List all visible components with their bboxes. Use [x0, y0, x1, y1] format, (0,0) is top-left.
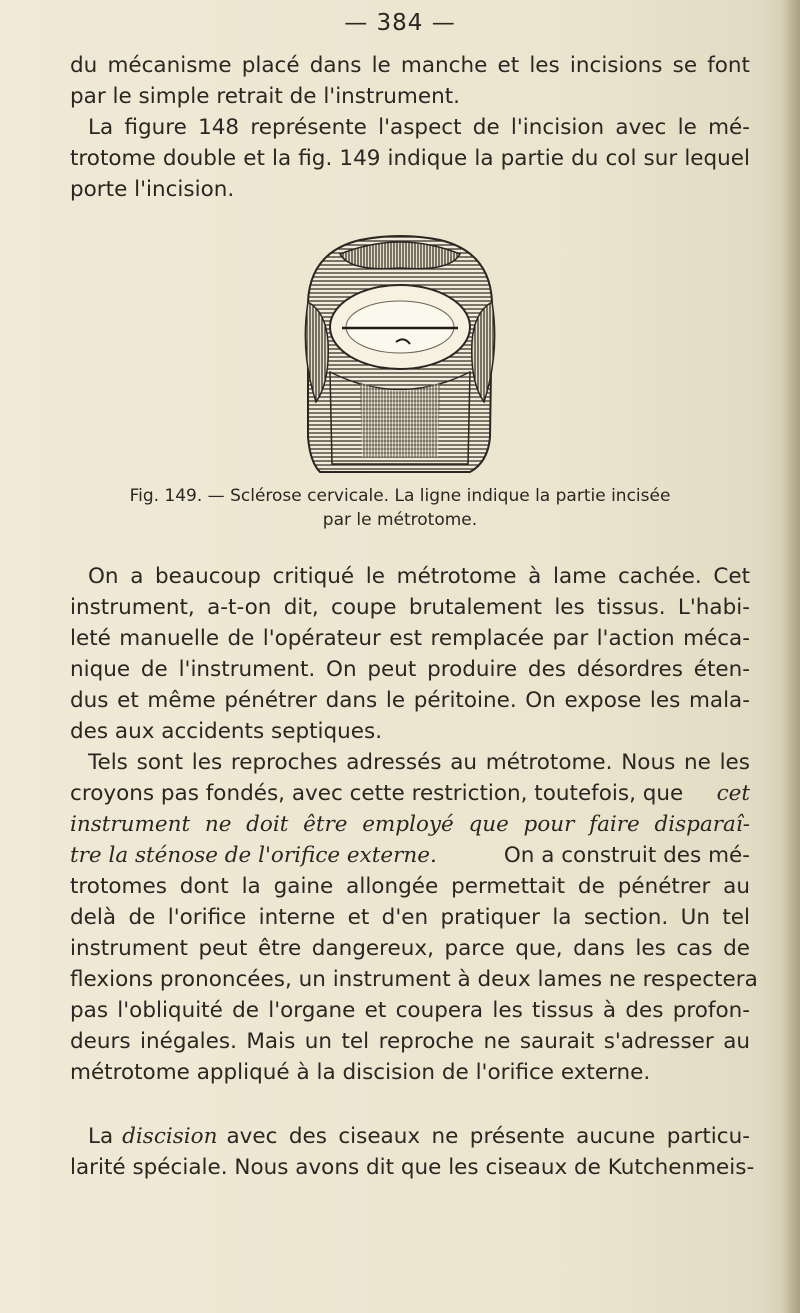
- text-line: dus et même pénétrer dans le péritoine. On expose les mala-: [70, 688, 750, 713]
- emphasis-text: tre la sténose de l'orifice externe.: [70, 843, 437, 868]
- paragraph-2: [70, 747, 758, 1088]
- text-line: [70, 840, 750, 871]
- text-line: larité spéciale. Nous avons dit que les ciseaux de Kutchenmeis-: [70, 1155, 755, 1180]
- text-line: métrotome appliqué à la discision de l'orifice externe.: [70, 1060, 651, 1085]
- intro-text: [70, 50, 750, 205]
- text-fragment: croyons pas fondés, avec cette restriction, toutefois, que: [70, 781, 684, 806]
- text-line: par le simple retrait de l'instrument.: [70, 84, 460, 109]
- text-line: La figure 148 représente l'aspect de l'incision avec le mé-: [88, 115, 750, 140]
- caption-line: par le métrotome.: [322, 510, 478, 530]
- text-line: trotome double et la fig. 149 indique la partie du col sur lequel: [70, 146, 750, 171]
- text-line: instrument, a-t-on dit, coupe brutalement les tissus. L'habi-: [70, 595, 750, 620]
- paragraph-3: [70, 1121, 755, 1183]
- cervix-illustration: [300, 232, 500, 484]
- text-line: [70, 778, 750, 809]
- emphasis-text: instrument ne doit être employé que pour faire disparaî-: [70, 812, 750, 837]
- text-fragment: On a construit des mé-: [503, 843, 750, 868]
- text-line: du mécanisme placé dans le manche et les incisions se font: [70, 53, 750, 78]
- text-line: flexions prononcées, un instrument à deux lames ne respectera: [70, 967, 758, 992]
- text-line: instrument peut être dangereux, parce que, dans les cas de: [70, 936, 750, 961]
- emphasis-text: cet: [716, 781, 750, 806]
- emphasis-text: discision: [122, 1124, 218, 1149]
- caption-line: Fig. 149. — Sclérose cervicale. La ligne indique la partie incisée: [129, 486, 671, 506]
- figure-caption: [0, 484, 800, 532]
- text-line: [70, 809, 750, 840]
- text-line: deurs inégales. Mais un tel reproche ne saurait s'adresser au: [70, 1029, 750, 1054]
- text-line: delà de l'orifice interne et d'en pratiquer la section. Un tel: [70, 905, 750, 930]
- text-line: leté manuelle de l'opérateur est remplacée par l'action méca-: [70, 626, 750, 651]
- page-number: — 384 —: [344, 10, 456, 36]
- text-line: On a beaucoup critiqué le métrotome à lame cachée. Cet: [88, 564, 750, 589]
- text-fragment: avec des ciseaux ne présente aucune particu-: [226, 1124, 750, 1149]
- text-line: des aux accidents septiques.: [70, 719, 383, 744]
- text-line: trotomes dont la gaine allongée permettait de pénétrer au: [70, 874, 750, 899]
- text-line: pas l'obliquité de l'organe et coupera les tissus à des profon-: [70, 998, 750, 1023]
- page-edge: [782, 0, 800, 1313]
- text-line: Tels sont les reproches adressés au métrotome. Nous ne les: [88, 750, 750, 775]
- paragraph-1: [70, 561, 750, 747]
- text-line: [70, 1121, 750, 1152]
- text-line: nique de l'instrument. On peut produire des désordres éten-: [70, 657, 750, 682]
- text-line: porte l'incision.: [70, 177, 235, 202]
- text-fragment: La: [88, 1124, 114, 1149]
